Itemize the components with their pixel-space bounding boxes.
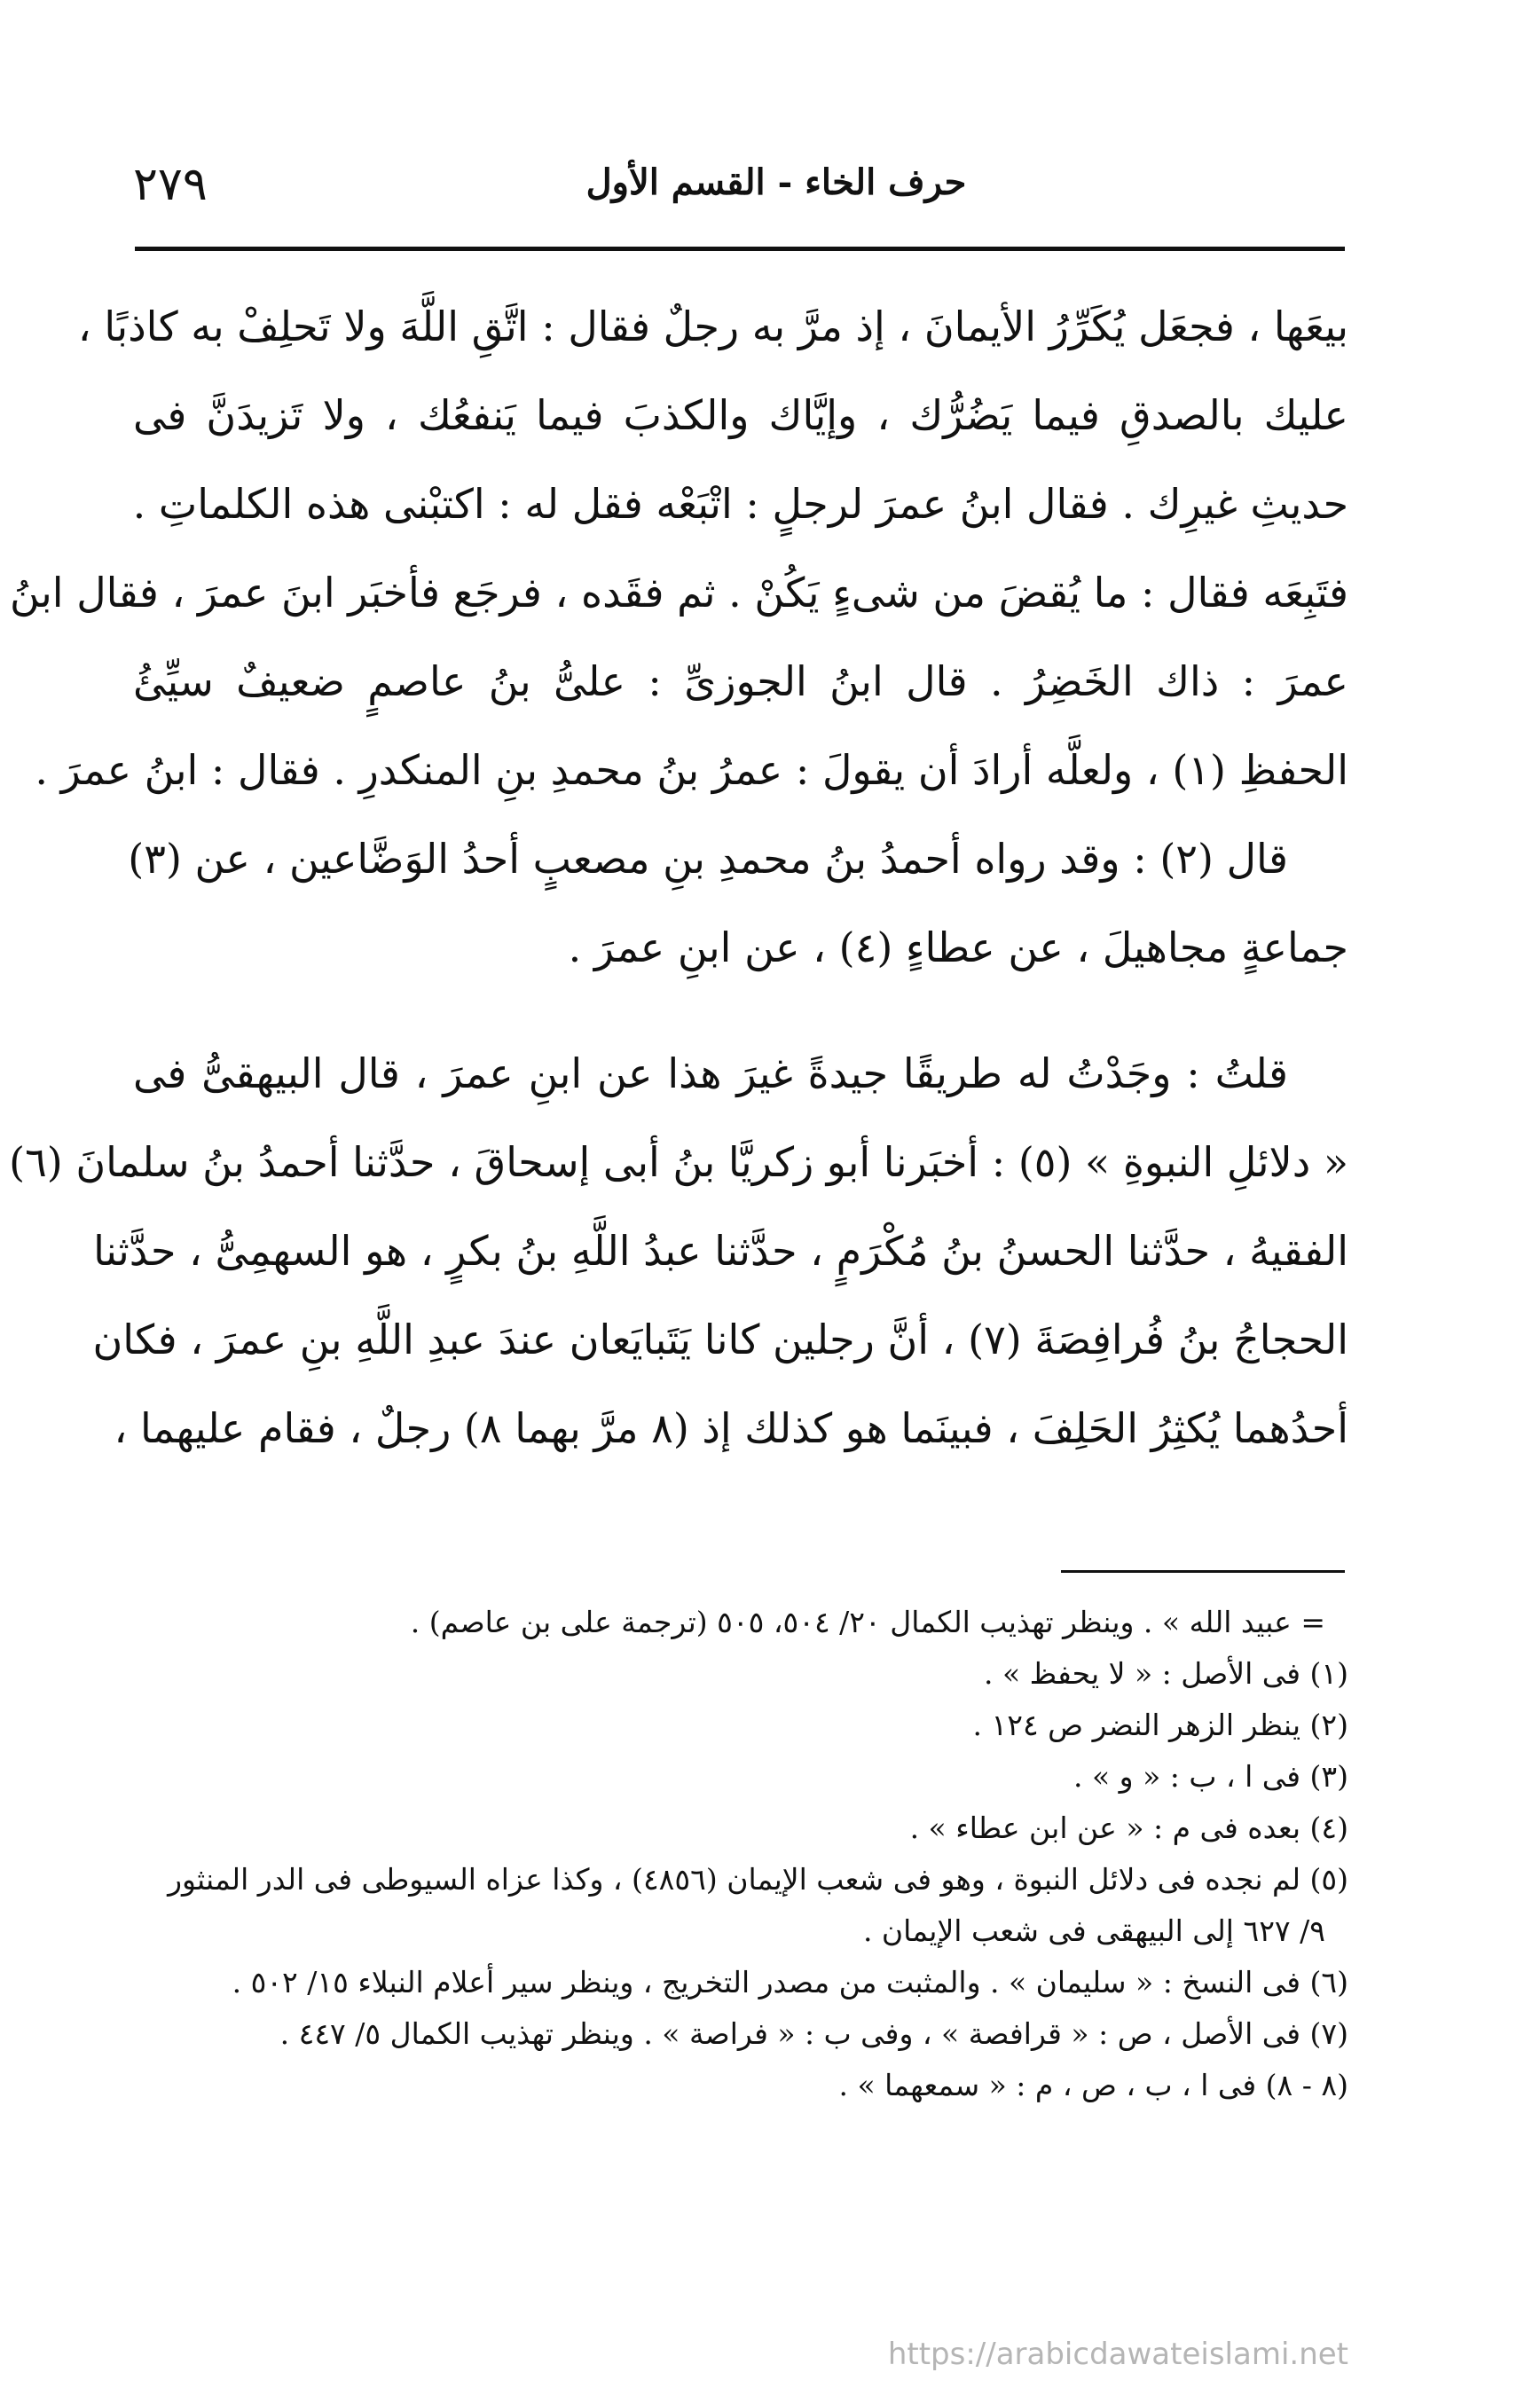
text-line: عليك بالصدقِ فيما يَضُرُّك ، وإيَّاك والكذبَ فيما يَنفعُك ، ولا تَزيدَنَّ فى [133,391,1348,439]
footnote: (٥) لم نجده فى دلائل النبوة ، وهو فى شعب الإيمان (٤٨٥٦) ، وكذا عزاه السيوطى فى الدر المنثور [168,1862,1348,1897]
footnote: (٧) فى الأصل ، ص : « قرافصة » ، وفى ب : « فراصة » . وينظر تهذيب الكمال ٥/ ٤٤٧ . [279,2016,1348,2051]
footnote: (٢) ينظر الزهر النضر ص ١٢٤ . [972,1708,1348,1742]
text-line: الحجاجُ بنُ فُرافِصَةَ (٧) ، أنَّ رجلين كانا يَتَبايَعان عندَ عبدِ اللَّهِ بنِ عمرَ ، فكان [92,1316,1348,1363]
main-text [9,282,1348,1473]
text-line: الحفظِ (١) ، ولعلَّه أرادَ أن يقولَ : عمرُ بنُ محمدِ بنِ المنكدرِ . فقال : ابنُ عمرَ . [35,746,1348,794]
footnote: (٨ - ٨) فى ا ، ب ، ص ، م : « سمعهما » . [838,2068,1348,2102]
text-line: « دلائلِ النبوةِ » (٥) : أخبَرنا أبو زكريَّا بنُ أبى إسحاقَ ، حدَّثنا أحمدُ بنُ سلمانَ (٦) [9,1138,1348,1186]
footnote: (٣) فى ا ، ب : « و » . [1073,1759,1348,1794]
watermark-url: https://arabicdawateislami.net [887,2337,1348,2372]
text-line: قال (٢) : وقد رواه أحمدُ بنُ محمدِ بنِ مصعبٍ أحدُ الوَضَّاعين ، عن (٣) [128,835,1288,883]
footnote: (١) فى الأصل : « لا يحفظ » . [984,1656,1348,1691]
footnote: (٦) فى النسخ : « سليمان » . والمثبت من مصدر التخريج ، وينظر سير أعلام النبلاء ١٥/ ٥٠٢ . [232,1965,1348,1999]
text-line: فتَبِعَه فقال : ما يُقضَ من شىءٍ يَكُنْ . ثم فقَده ، فرجَع فأخبَر ابنَ عمرَ ، فقال ابنُ [9,569,1348,617]
footnote-rule [1061,1570,1345,1573]
footnote: (٤) بعده فى م : « عن ابن عطاء » . [909,1811,1348,1845]
footnotes [124,1597,1348,2111]
text-line: أحدُهما يُكثِرُ الحَلِفَ ، فبينَما هو كذلك إذ (٨ مرَّ بهما ٨) رجلٌ ، فقام عليهما ، [114,1404,1348,1452]
text-line: عمرَ : ذاك الخَضِرُ . قال ابنُ الجوزىِّ : علىُّ بنُ عاصمٍ ضعيفٌ سيِّئُ [133,657,1348,705]
text-line: حديثِ غيرِك . فقال ابنُ عمرَ لرجلٍ : اتْبَعْه فقل له : اكتبْنى هذه الكلماتِ . [132,480,1348,528]
page-number: ٢٧٩ [133,158,208,211]
text-line: الفقيهُ ، حدَّثنا الحسنُ بنُ مُكْرَمٍ ، حدَّثنا عبدُ اللَّهِ بنُ بكرٍ ، هو السهمِىُّ ، حدَّثنا [93,1227,1348,1275]
footnote-continuation: ٩/ ٦٢٧ إلى البيهقى فى شعب الإيمان . [862,1913,1325,1948]
running-header: حرف الخاء - القسم الأول [585,161,967,203]
text-line: جماعةٍ مجاهيلَ ، عن عطاءٍ (٤) ، عن ابنِ عمرَ . [568,923,1348,971]
text-line: بيعَها ، فجعَل يُكَرِّرُ الأيمانَ ، إذ مرَّ به رجلٌ فقال : اتَّقِ اللَّهَ ولا تَحلِفْ به كاذبًا ، [77,302,1348,350]
header-rule [135,247,1345,251]
footnote-continuation: = عبيد الله » . وينظر تهذيب الكمال ٢٠/ ٥٠٤، ٥٠٥ (ترجمة على بن عاصم) . [410,1605,1325,1639]
text-line: قلتُ : وجَدْتُ له طريقًا جيدةً غيرَ هذا عن ابنِ عمرَ ، قال البيهقىُّ فى [133,1049,1288,1097]
paragraph-gap [133,992,1348,1029]
